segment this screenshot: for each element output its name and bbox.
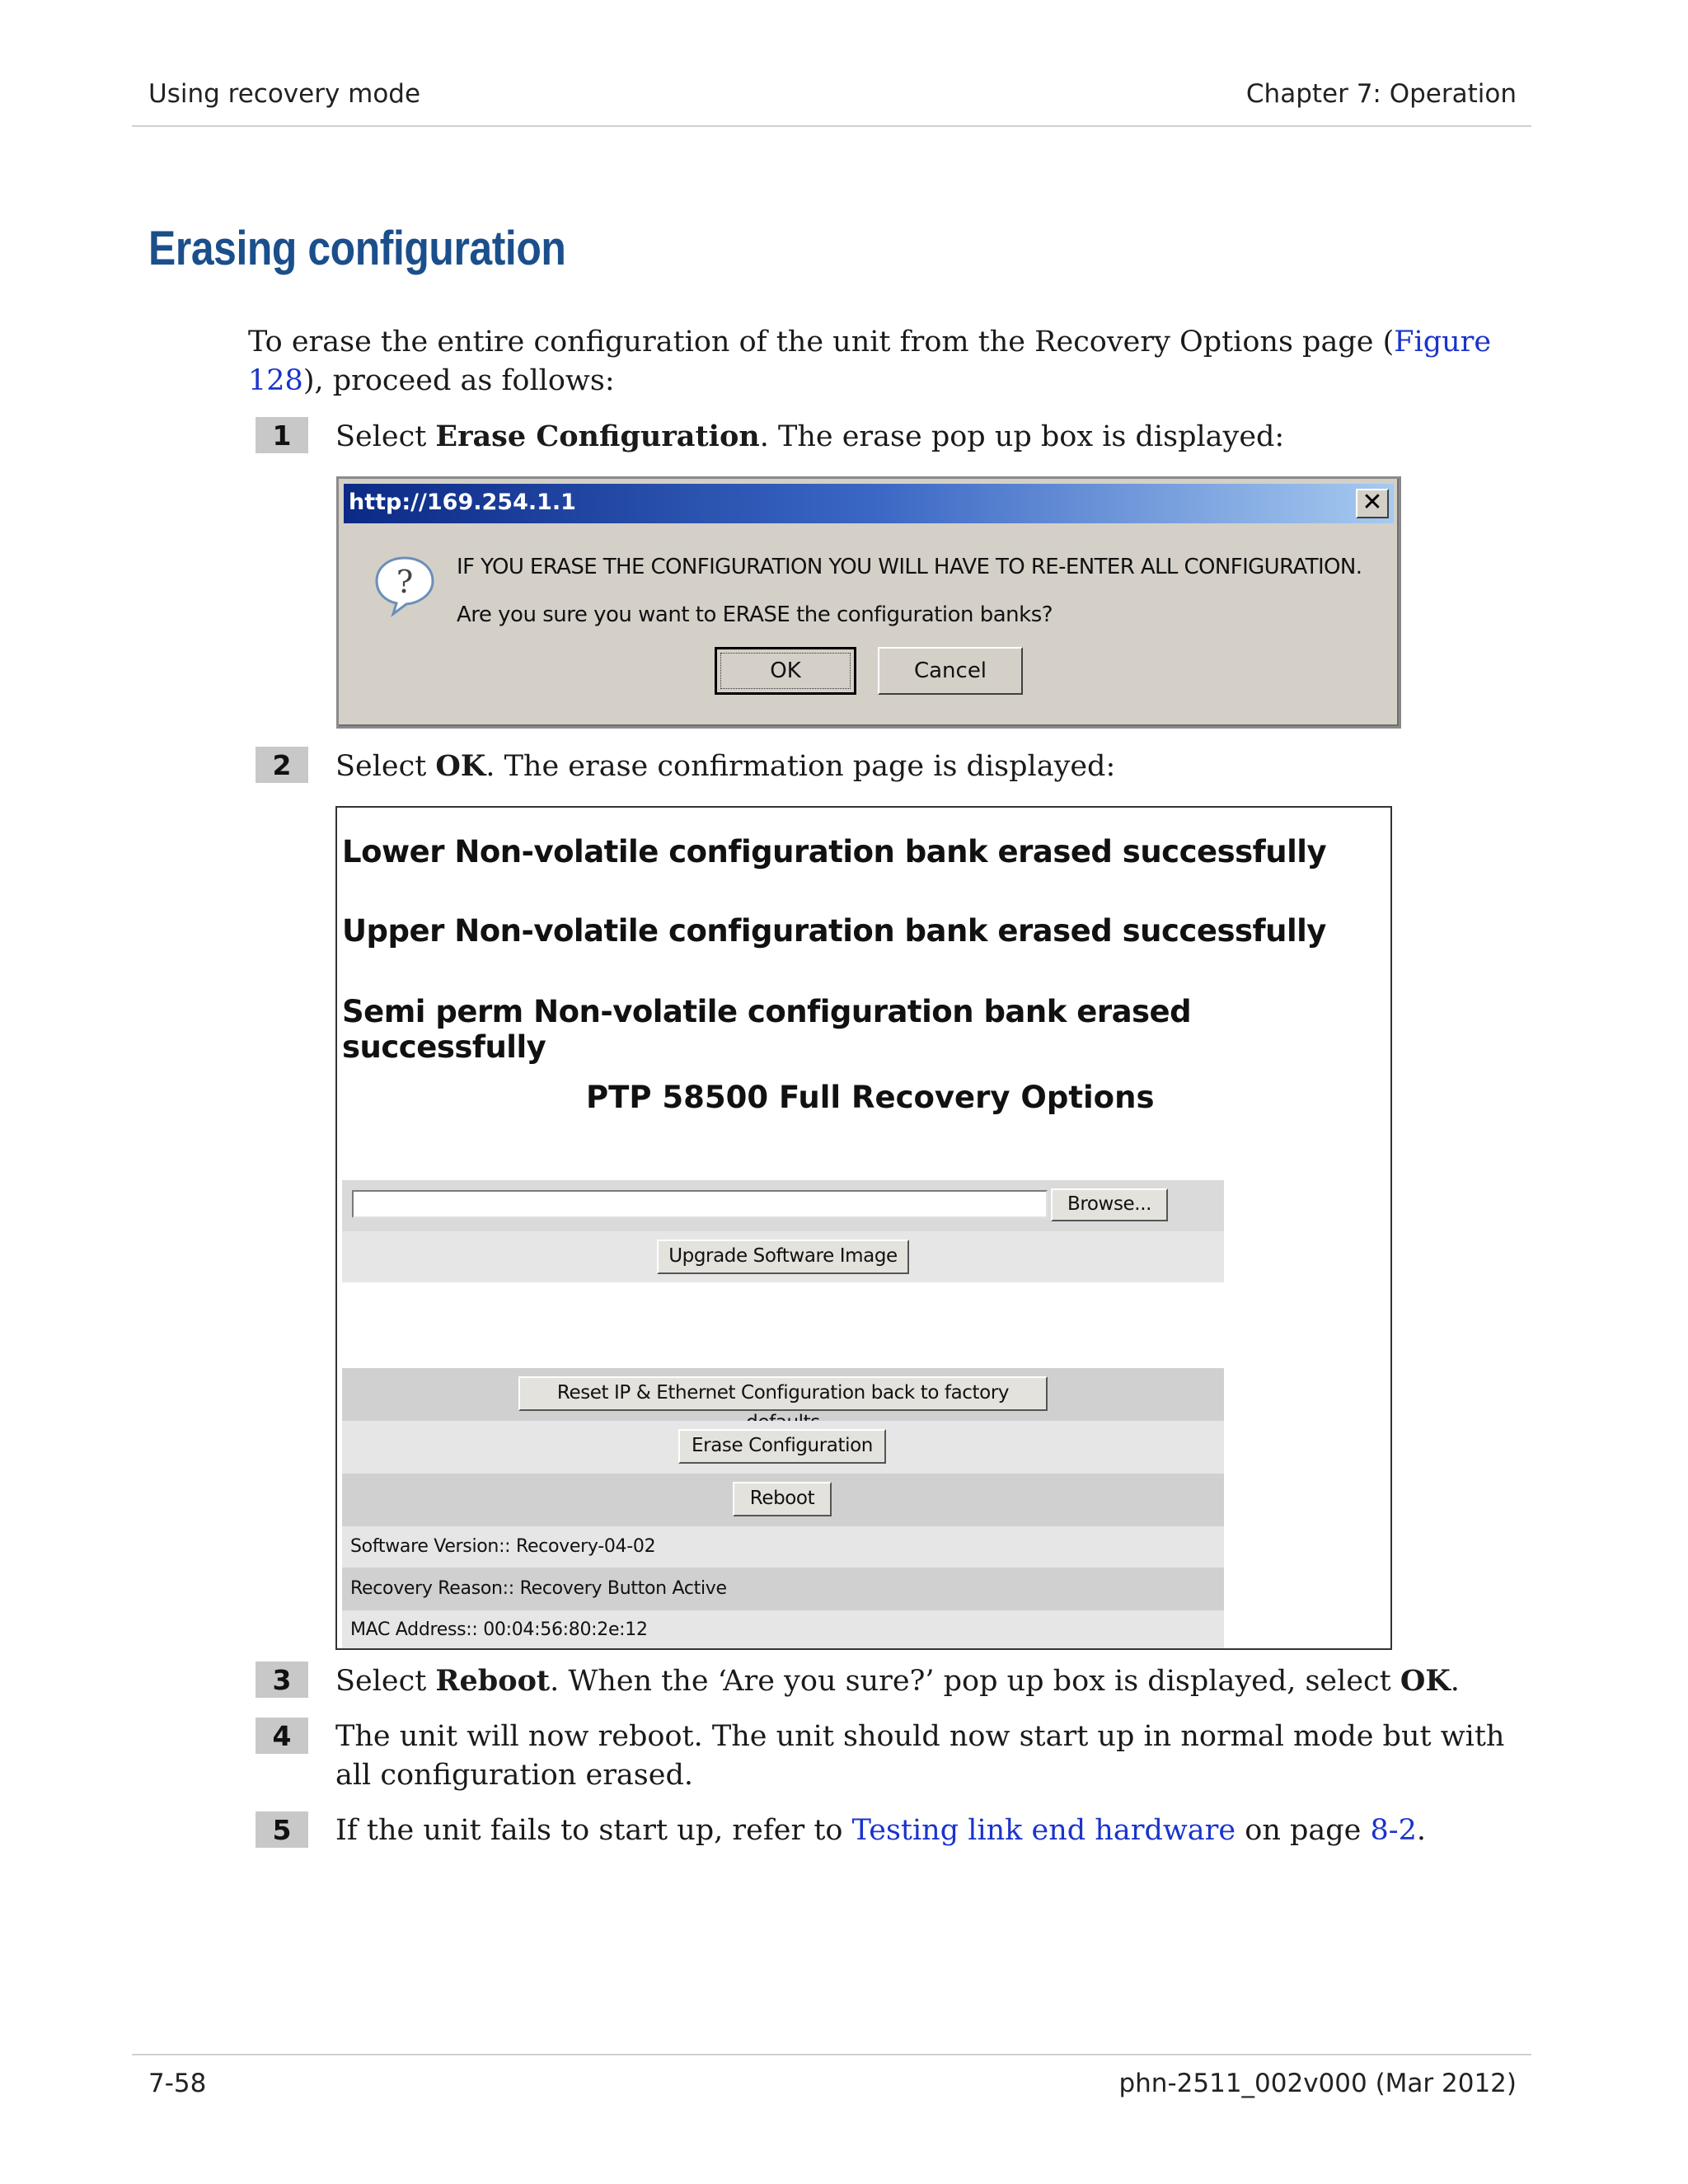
upgrade-software-image-button[interactable]: Upgrade Software Image xyxy=(657,1240,909,1274)
dialog-ok-button[interactable] xyxy=(715,647,856,695)
footer-rule xyxy=(132,2054,1531,2055)
software-version-row xyxy=(342,1526,1224,1568)
dialog-titlebar xyxy=(344,484,1394,523)
software-version-text: Software Version:: Recovery-04-02 xyxy=(350,1536,656,1557)
dialog-cancel-button[interactable]: Cancel xyxy=(878,647,1023,695)
intro-paragraph xyxy=(248,323,1534,401)
recovery-reason-row xyxy=(342,1568,1224,1610)
step-text-1 xyxy=(335,417,1531,457)
erase-confirmation-page xyxy=(335,806,1392,1650)
file-upload-row xyxy=(342,1180,1224,1231)
testing-hardware-link[interactable]: Testing link end hardware xyxy=(851,1814,1236,1847)
header-rule xyxy=(132,125,1531,127)
step-1-post: . The erase pop up box is displayed: xyxy=(759,420,1285,453)
semiperm-bank-erased-message: Semi perm Non-volatile configuration bank erased successfully xyxy=(342,994,1192,1065)
step-1-bold: Erase Configuration xyxy=(435,419,760,453)
upgrade-row xyxy=(342,1231,1224,1282)
step-text-5 xyxy=(335,1811,1531,1850)
lower-bank-erased-message: Lower Non-volatile configuration bank erased successfully xyxy=(342,834,1327,869)
step-3-bold: Reboot xyxy=(435,1664,551,1698)
step-5-post: . xyxy=(1416,1814,1427,1847)
step-2-bold: OK xyxy=(435,749,486,783)
step-number-2: 2 xyxy=(256,747,308,783)
erase-configuration-button[interactable]: Erase Configuration xyxy=(678,1429,886,1464)
step-3-mid: . When the ‘Are you sure?’ pop up box is displayed, select xyxy=(550,1665,1400,1698)
svg-text:?: ? xyxy=(396,564,414,600)
mac-address-text: MAC Address:: 00:04:56:80:2e:12 xyxy=(350,1619,648,1640)
reset-ip-ethernet-button[interactable]: Reset IP & Ethernet Configuration back to factory xyxy=(518,1376,1048,1411)
step-number-3: 3 xyxy=(256,1661,308,1698)
step-3-post: . xyxy=(1450,1665,1460,1698)
page-title: Erasing configuration xyxy=(148,222,566,275)
page-ref-link[interactable]: 8-2 xyxy=(1370,1814,1417,1847)
document-id: phn-2511_002v000 (Mar 2012) xyxy=(1118,2069,1517,2098)
step-3-bold2: OK xyxy=(1400,1664,1451,1698)
dialog-ok-label: OK xyxy=(720,653,851,689)
upper-bank-erased-message: Upper Non-volatile configuration bank erased successfully xyxy=(342,913,1326,949)
step-number-1: 1 xyxy=(256,417,308,453)
running-header-section: Using recovery mode xyxy=(148,79,421,109)
step-2-pre: Select xyxy=(335,750,436,783)
running-header-chapter: Chapter 7: Operation xyxy=(1245,79,1517,109)
recovery-reason-text: Recovery Reason:: Recovery Button Active xyxy=(350,1578,727,1599)
recovery-options-title: PTP 58500 Full Recovery Options xyxy=(586,1080,1155,1115)
reboot-button[interactable]: Reboot xyxy=(733,1482,832,1516)
step-number-5: 5 xyxy=(256,1811,308,1848)
step-text-2 xyxy=(335,747,1531,786)
step-3-pre: Select xyxy=(335,1665,436,1698)
reset-row xyxy=(342,1368,1224,1421)
erase-confirm-dialog xyxy=(336,476,1401,729)
mac-address-row xyxy=(342,1610,1224,1648)
dialog-warning-text: IF YOU ERASE THE CONFIGURATION YOU WILL HAVE TO RE-ENTER ALL CONFIGURATION. xyxy=(457,555,1362,579)
step-5-mid: on page xyxy=(1236,1814,1371,1847)
page-number: 7-58 xyxy=(148,2069,207,2098)
step-2-post: . The erase confirmation page is displayed: xyxy=(485,750,1116,783)
intro-text: To erase the entire configuration of the unit from the Recovery Options page ( xyxy=(248,326,1395,359)
file-path-input[interactable] xyxy=(352,1190,1048,1218)
browse-button[interactable]: Browse... xyxy=(1051,1188,1168,1221)
reboot-row xyxy=(342,1474,1224,1526)
dialog-title: http://169.254.1.1 xyxy=(349,490,576,515)
close-icon[interactable]: ✕ xyxy=(1356,489,1389,518)
intro-text-end: ), proceed as follows: xyxy=(302,364,615,397)
step-text-4: The unit will now reboot. The unit should now start up in normal mode but with all configuration erased. xyxy=(335,1720,1505,1792)
erase-row xyxy=(342,1421,1224,1474)
figure-link[interactable]: Figure 128 xyxy=(248,326,1492,397)
dialog-question-text: Are you sure you want to ERASE the configuration banks? xyxy=(457,602,1053,627)
step-text-3 xyxy=(335,1661,1531,1701)
step-1-pre: Select xyxy=(335,420,436,453)
step-5-pre: If the unit fails to start up, refer to xyxy=(335,1814,852,1847)
step-number-4: 4 xyxy=(256,1718,308,1754)
question-icon xyxy=(372,553,438,619)
